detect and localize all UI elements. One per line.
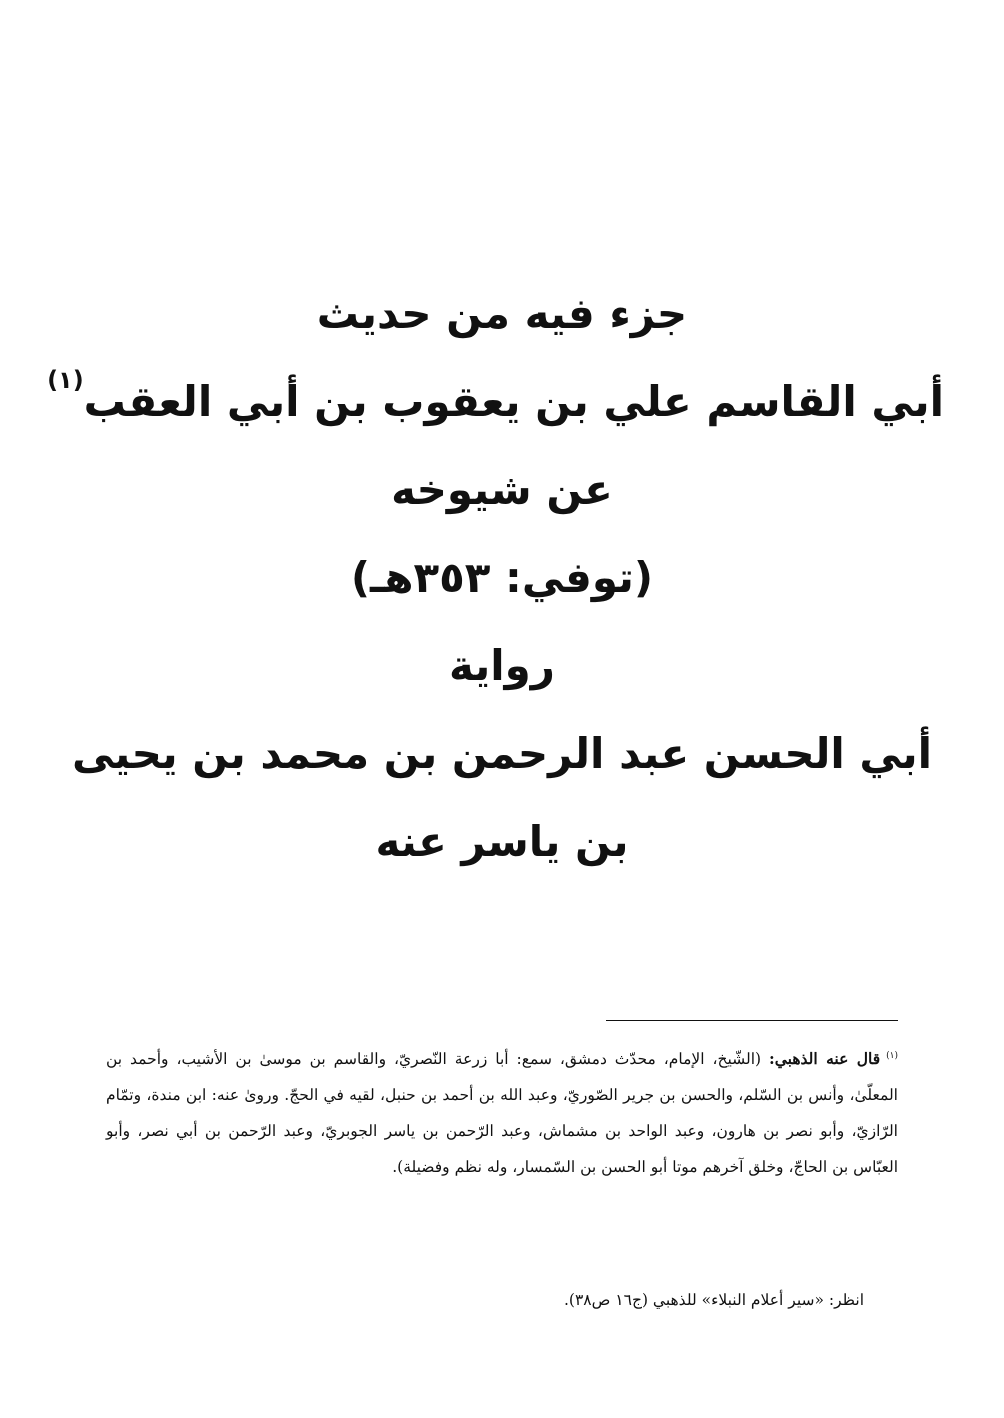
footnote-lead: قال عنه الذهبي: [769,1049,881,1068]
narrator-line-2: بن ياسر عنه [375,817,629,866]
narrator-line-1: أبي الحسن عبد الرحمن بن محمد بن يحيى [71,729,933,778]
death-date-line: (توفي: ٣٥٣هـ) [350,553,654,602]
title-line-1: جزء فيه من حديث [316,289,688,338]
footnote-reference: انظر: «سير أعلام النبلاء» للذهبي (ج١٦ ص٣٨). [563,1291,864,1309]
footnote-text [106,1038,898,1185]
title-line-3: عن شيوخه [391,465,613,514]
footnote-separator [606,1020,898,1021]
title-line-riwaya: رواية [449,641,555,690]
footnote-reference-marker[interactable]: (١) [47,366,84,394]
footnote-body: (الشّيخ، الإمام، محدّث دمشق، سمع: أبا زرعة النّصريّ، والقاسم بن موسىٰ بن الأشيب، وأحمد بن المعلّىٰ، وأنس بن السّلم، والحسن بن جرير الصّوريّ، وعبد الله بن أحمد بن حنبل، لقيه في الحجّ. وروىٰ عنه: ابن مندة، وتمّام الرّازيّ، وأبو نصر بن هارون، وعبد الواحد بن مشماش، وعبد الرّحمن بن ياسر الجوبريّ، وعبد الرّحمن بن أبي نصر، وأبو العبّاس بن الحاجّ، وخلق آخرهم موتا أبو الحسن بن السّمسار، وله نظم وفضيلة). [106,1050,898,1176]
footnote-marker: (١) [886,1051,898,1061]
title-line-2 [47,358,944,446]
title-line-2-text: أبي القاسم علي بن يعقوب بن أبي العقب [83,377,944,426]
title-block [47,270,944,886]
